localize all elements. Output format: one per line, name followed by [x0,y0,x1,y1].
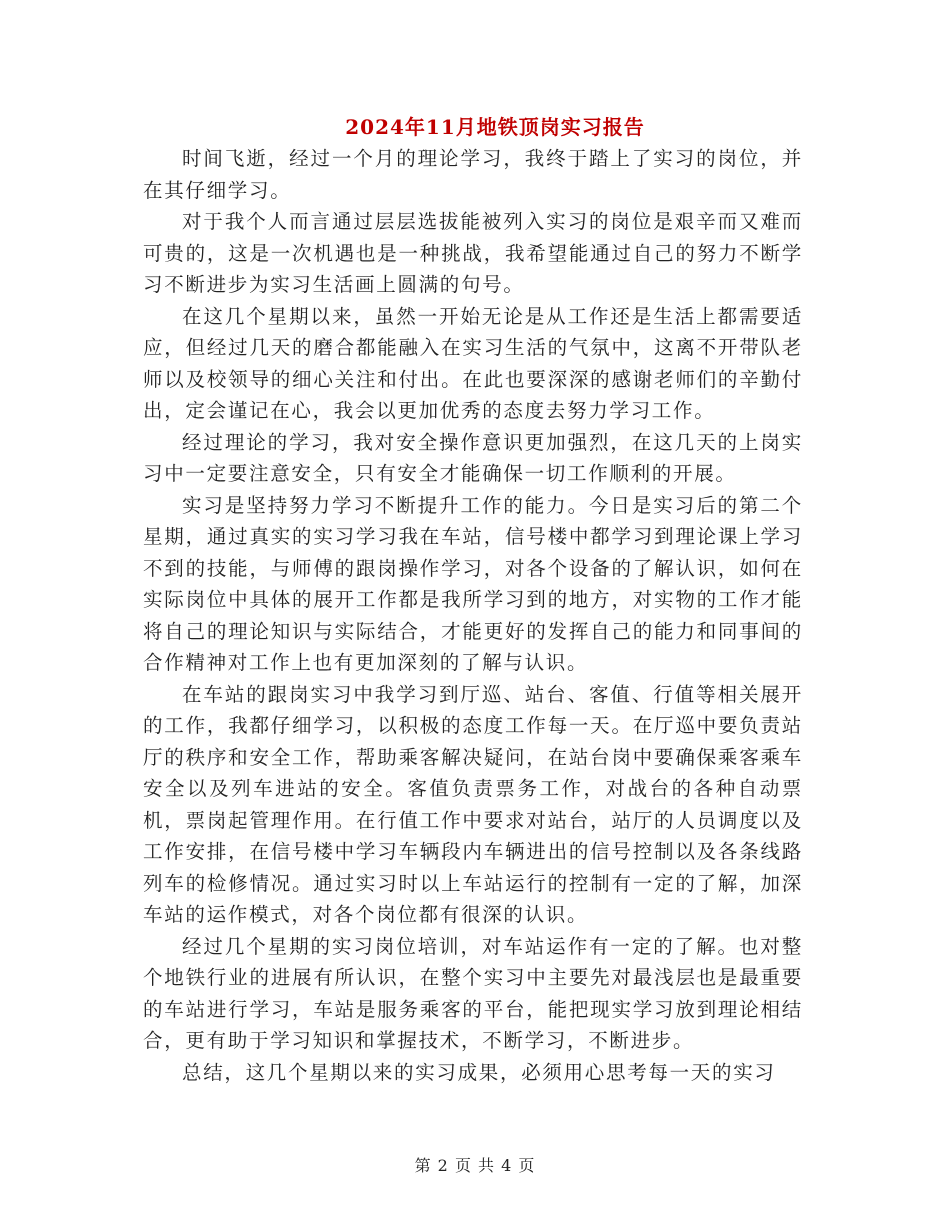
paragraph: 时间飞逝，经过一个月的理论学习，我终于踏上了实习的岗位，并在其仔细学习。 [143,147,803,202]
paragraph: 经过理论的学习，我对安全操作意识更加强烈，在这几天的上岗实习中一定要注意安全，只有安全才能确保一切工作顺利的开展。 [143,430,803,485]
paragraph: 实习是坚持努力学习不断提升工作的能力。今日是实习后的第二个星期，通过真实的实习学习我在车站，信号楼中都学习到理论课上学习不到的技能，与师傅的跟岗操作学习，对各个设备的了解认识，如何在实际岗位中具体的展开工作都是我所学习到的地方，对实物的工作才能将自己的理论知识与实际结合，才能更好的发挥自己的能力和同事间的合作精神对工作上也有更加深刻的了解与认识。 [143,493,803,674]
paragraph: 在这几个星期以来，虽然一开始无论是从工作还是生活上都需要适应，但经过几天的磨合都能融入在实习生活的气氛中，这离不开带队老师以及校领导的细心关注和付出。在此也要深深的感谢老师们的辛勤付出，定会谨记在心，我会以更加优秀的态度去努力学习工作。 [143,304,803,422]
paragraph: 对于我个人而言通过层层选拔能被列入实习的岗位是艰辛而又难而可贵的，这是一次机遇也是一种挑战，我希望能通过自己的努力不断学习不断进步为实习生活画上圆满的句号。 [143,210,803,296]
page-footer: 第 2 页 共 4 页 [414,1156,536,1175]
paragraph: 经过几个星期的实习岗位培训，对车站运作有一定的了解。也对整个地铁行业的进展有所认识，在整个实习中主要先对最浅层也是最重要的车站进行学习，车站是服务乘客的平台，能把现实学习放到理论相结合，更有助于学习知识和掌握技术，不断学习，不断进步。 [143,934,803,1052]
document-body [143,143,803,1088]
document-title: 2024年11月地铁顶岗实习报告 [345,115,645,139]
paragraph: 在车站的跟岗实习中我学习到厅巡、站台、客值、行值等相关展开的工作，我都仔细学习，以积极的态度工作每一天。在厅巡中要负责站厅的秩序和安全工作，帮助乘客解决疑问，在站台岗中要确保乘客乘车安全以及列车进站的安全。客值负责票务工作，对战台的各种自动票机，票岗起管理作用。在行值工作中要求对站台，站厅的人员调度以及工作安排，在信号楼中学习车辆段内车辆进出的信号控制以及各条线路列车的检修情况。通过实习时以上车站运行的控制有一定的了解，加深车站的运作模式，对各个岗位都有很深的认识。 [143,682,803,926]
paragraph: 总结，这几个星期以来的实习成果，必须用心思考每一天的实习 [182,1060,776,1084]
